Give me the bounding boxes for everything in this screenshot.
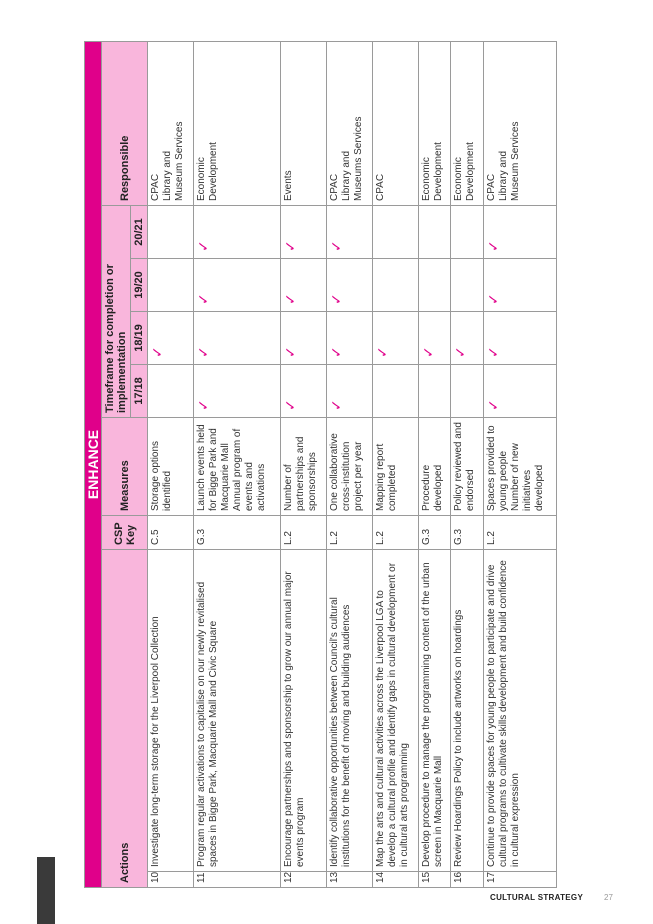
page-number: 27 — [604, 893, 613, 902]
check-icon: ✓ — [326, 259, 372, 312]
table-row — [280, 41, 326, 887]
check-icon: ✓ — [326, 365, 372, 418]
row-number: 14 — [372, 872, 418, 888]
responsible-text: Library and — [162, 150, 173, 201]
responsible-text: Museum Services — [174, 121, 185, 201]
actions-header: Actions — [102, 550, 148, 888]
responsible-text: Development — [465, 142, 477, 201]
action-text: Investigate long-term storage for the Liverpool Collection — [148, 550, 194, 872]
action-text: Continue to provide spaces for young people to participate and drive cultural programs to cultivate skills development and build confidence in cultural expression — [483, 550, 556, 872]
measures-cell — [326, 418, 372, 516]
responsible-text: Events — [282, 170, 294, 201]
action-text: Review Hoardings Policy to include artworks on hoardings — [451, 550, 484, 872]
responsible-text: Library and — [497, 150, 509, 201]
csp-key: L.2 — [326, 516, 372, 550]
measure-text: Spaces provided to young people — [485, 425, 509, 511]
row-number: 13 — [326, 872, 372, 888]
measure-text: Number of partnerships and sponsorships — [282, 436, 318, 511]
responsible-text: Economic — [420, 157, 432, 201]
check-icon — [372, 206, 418, 259]
responsible-cell — [372, 41, 418, 205]
csp-key: L.2 — [483, 516, 556, 550]
action-text: Program regular activations to capitalise on our newly revitalised spaces in Bigge Park, Macquarie Mall and Civic Square — [194, 550, 281, 872]
responsible-text: Museums Services — [352, 116, 364, 201]
measures-cell — [372, 418, 418, 516]
check-icon — [418, 365, 451, 418]
measures-cell — [483, 418, 556, 516]
check-icon: ✓ — [372, 312, 418, 365]
responsible-text: CPAC — [328, 173, 340, 201]
measure-text: One collaborative cross-institution project per year — [328, 433, 364, 511]
check-icon: ✓ — [194, 365, 281, 418]
measure-text: Launch events held for Bigge Park and Macquarie Mall — [196, 424, 232, 511]
year-header: 19/20 — [131, 259, 148, 312]
action-text: Identify collaborative opportunities between Council's cultural institutions for the benefit of moving and building audiences — [326, 550, 372, 872]
csp-key: G.3 — [418, 516, 451, 550]
check-icon: ✓ — [280, 312, 326, 365]
measure-text: Storage options identified — [150, 440, 173, 511]
check-icon — [451, 206, 484, 259]
measure-text: Annual program of events and activations — [232, 428, 268, 511]
footer-label: CULTURAL STRATEGY — [490, 893, 584, 902]
section-title: ENHANCE — [85, 41, 102, 887]
check-icon: ✓ — [280, 206, 326, 259]
check-icon — [372, 259, 418, 312]
check-icon: ✓ — [483, 312, 556, 365]
responsible-cell — [194, 41, 281, 205]
responsible-cell — [148, 41, 194, 205]
csp-key: C.5 — [148, 516, 194, 550]
responsible-text: CPAC — [150, 173, 161, 201]
check-icon: ✓ — [194, 259, 281, 312]
measures-cell — [280, 418, 326, 516]
csp-key-header: CSP Key — [102, 516, 148, 550]
responsible-text: Library and — [340, 150, 352, 201]
responsible-text: Economic — [196, 157, 208, 201]
check-icon — [148, 259, 194, 312]
enhance-action-table — [84, 41, 557, 888]
check-icon: ✓ — [280, 259, 326, 312]
measures-cell — [194, 418, 281, 516]
responsible-cell — [483, 41, 556, 205]
table-row — [326, 41, 372, 887]
year-header: 17/18 — [131, 365, 148, 418]
check-icon — [418, 206, 451, 259]
action-text: Map the arts and cultural activities across the Liverpool LGA to develop a cultural profile and identify gaps in cultural development or in cultural arts programming — [372, 550, 418, 872]
timeframe-header: Timeframe for completion or implementation — [102, 206, 131, 418]
check-icon: ✓ — [483, 365, 556, 418]
row-number: 11 — [194, 872, 281, 888]
responsible-text: Economic — [453, 157, 465, 201]
check-icon — [148, 206, 194, 259]
responsible-text: CPAC — [485, 173, 497, 201]
csp-key: L.2 — [280, 516, 326, 550]
row-number: 12 — [280, 872, 326, 888]
row-number: 17 — [483, 872, 556, 888]
check-icon — [418, 259, 451, 312]
csp-key: L.2 — [372, 516, 418, 550]
measures-cell — [148, 418, 194, 516]
action-text: Develop procedure to manage the programming content of the urban screen in Macquarie Mall — [418, 550, 451, 872]
responsible-cell — [326, 41, 372, 205]
check-icon — [148, 365, 194, 418]
csp-key: G.3 — [451, 516, 484, 550]
check-icon: ✓ — [194, 312, 281, 365]
action-text: Encourage partnerships and sponsorship to grow our annual major events program — [280, 550, 326, 872]
measure-text: Policy reviewed and endorsed — [453, 422, 477, 511]
table-row — [451, 41, 484, 887]
responsible-text: Museum Services — [509, 121, 521, 201]
table-row — [483, 41, 556, 887]
row-number: 16 — [451, 872, 484, 888]
table-row — [148, 41, 194, 887]
check-icon: ✓ — [326, 206, 372, 259]
csp-key: G.3 — [194, 516, 281, 550]
table-row — [372, 41, 418, 887]
responsible-header: Responsible — [102, 41, 148, 205]
measure-text: Number of new initiatives developed — [509, 443, 545, 511]
table-row — [194, 41, 281, 887]
responsible-cell — [280, 41, 326, 205]
year-header: 20/21 — [131, 206, 148, 259]
check-icon: ✓ — [418, 312, 451, 365]
check-icon: ✓ — [483, 206, 556, 259]
measure-text: Procedure developed — [420, 464, 444, 511]
responsible-text: Development — [208, 142, 220, 201]
check-icon — [451, 365, 484, 418]
measure-text: Mapping report completed — [374, 443, 398, 511]
responsible-text: Development — [432, 142, 444, 201]
row-number: 10 — [148, 872, 194, 888]
check-icon — [372, 365, 418, 418]
check-icon — [451, 259, 484, 312]
measures-cell — [418, 418, 451, 516]
responsible-text: CPAC — [374, 173, 386, 201]
row-number: 15 — [418, 872, 451, 888]
check-icon: ✓ — [326, 312, 372, 365]
year-header: 18/19 — [131, 312, 148, 365]
side-tab-marker — [37, 857, 55, 924]
table-row — [418, 41, 451, 887]
measures-cell — [451, 418, 484, 516]
check-icon: ✓ — [451, 312, 484, 365]
check-icon: ✓ — [148, 312, 194, 365]
measures-header: Measures — [102, 418, 148, 516]
responsible-cell — [418, 41, 451, 205]
check-icon: ✓ — [280, 365, 326, 418]
check-icon: ✓ — [194, 206, 281, 259]
check-icon: ✓ — [483, 259, 556, 312]
rotated-table-wrapper — [84, 42, 557, 888]
responsible-cell — [451, 41, 484, 205]
